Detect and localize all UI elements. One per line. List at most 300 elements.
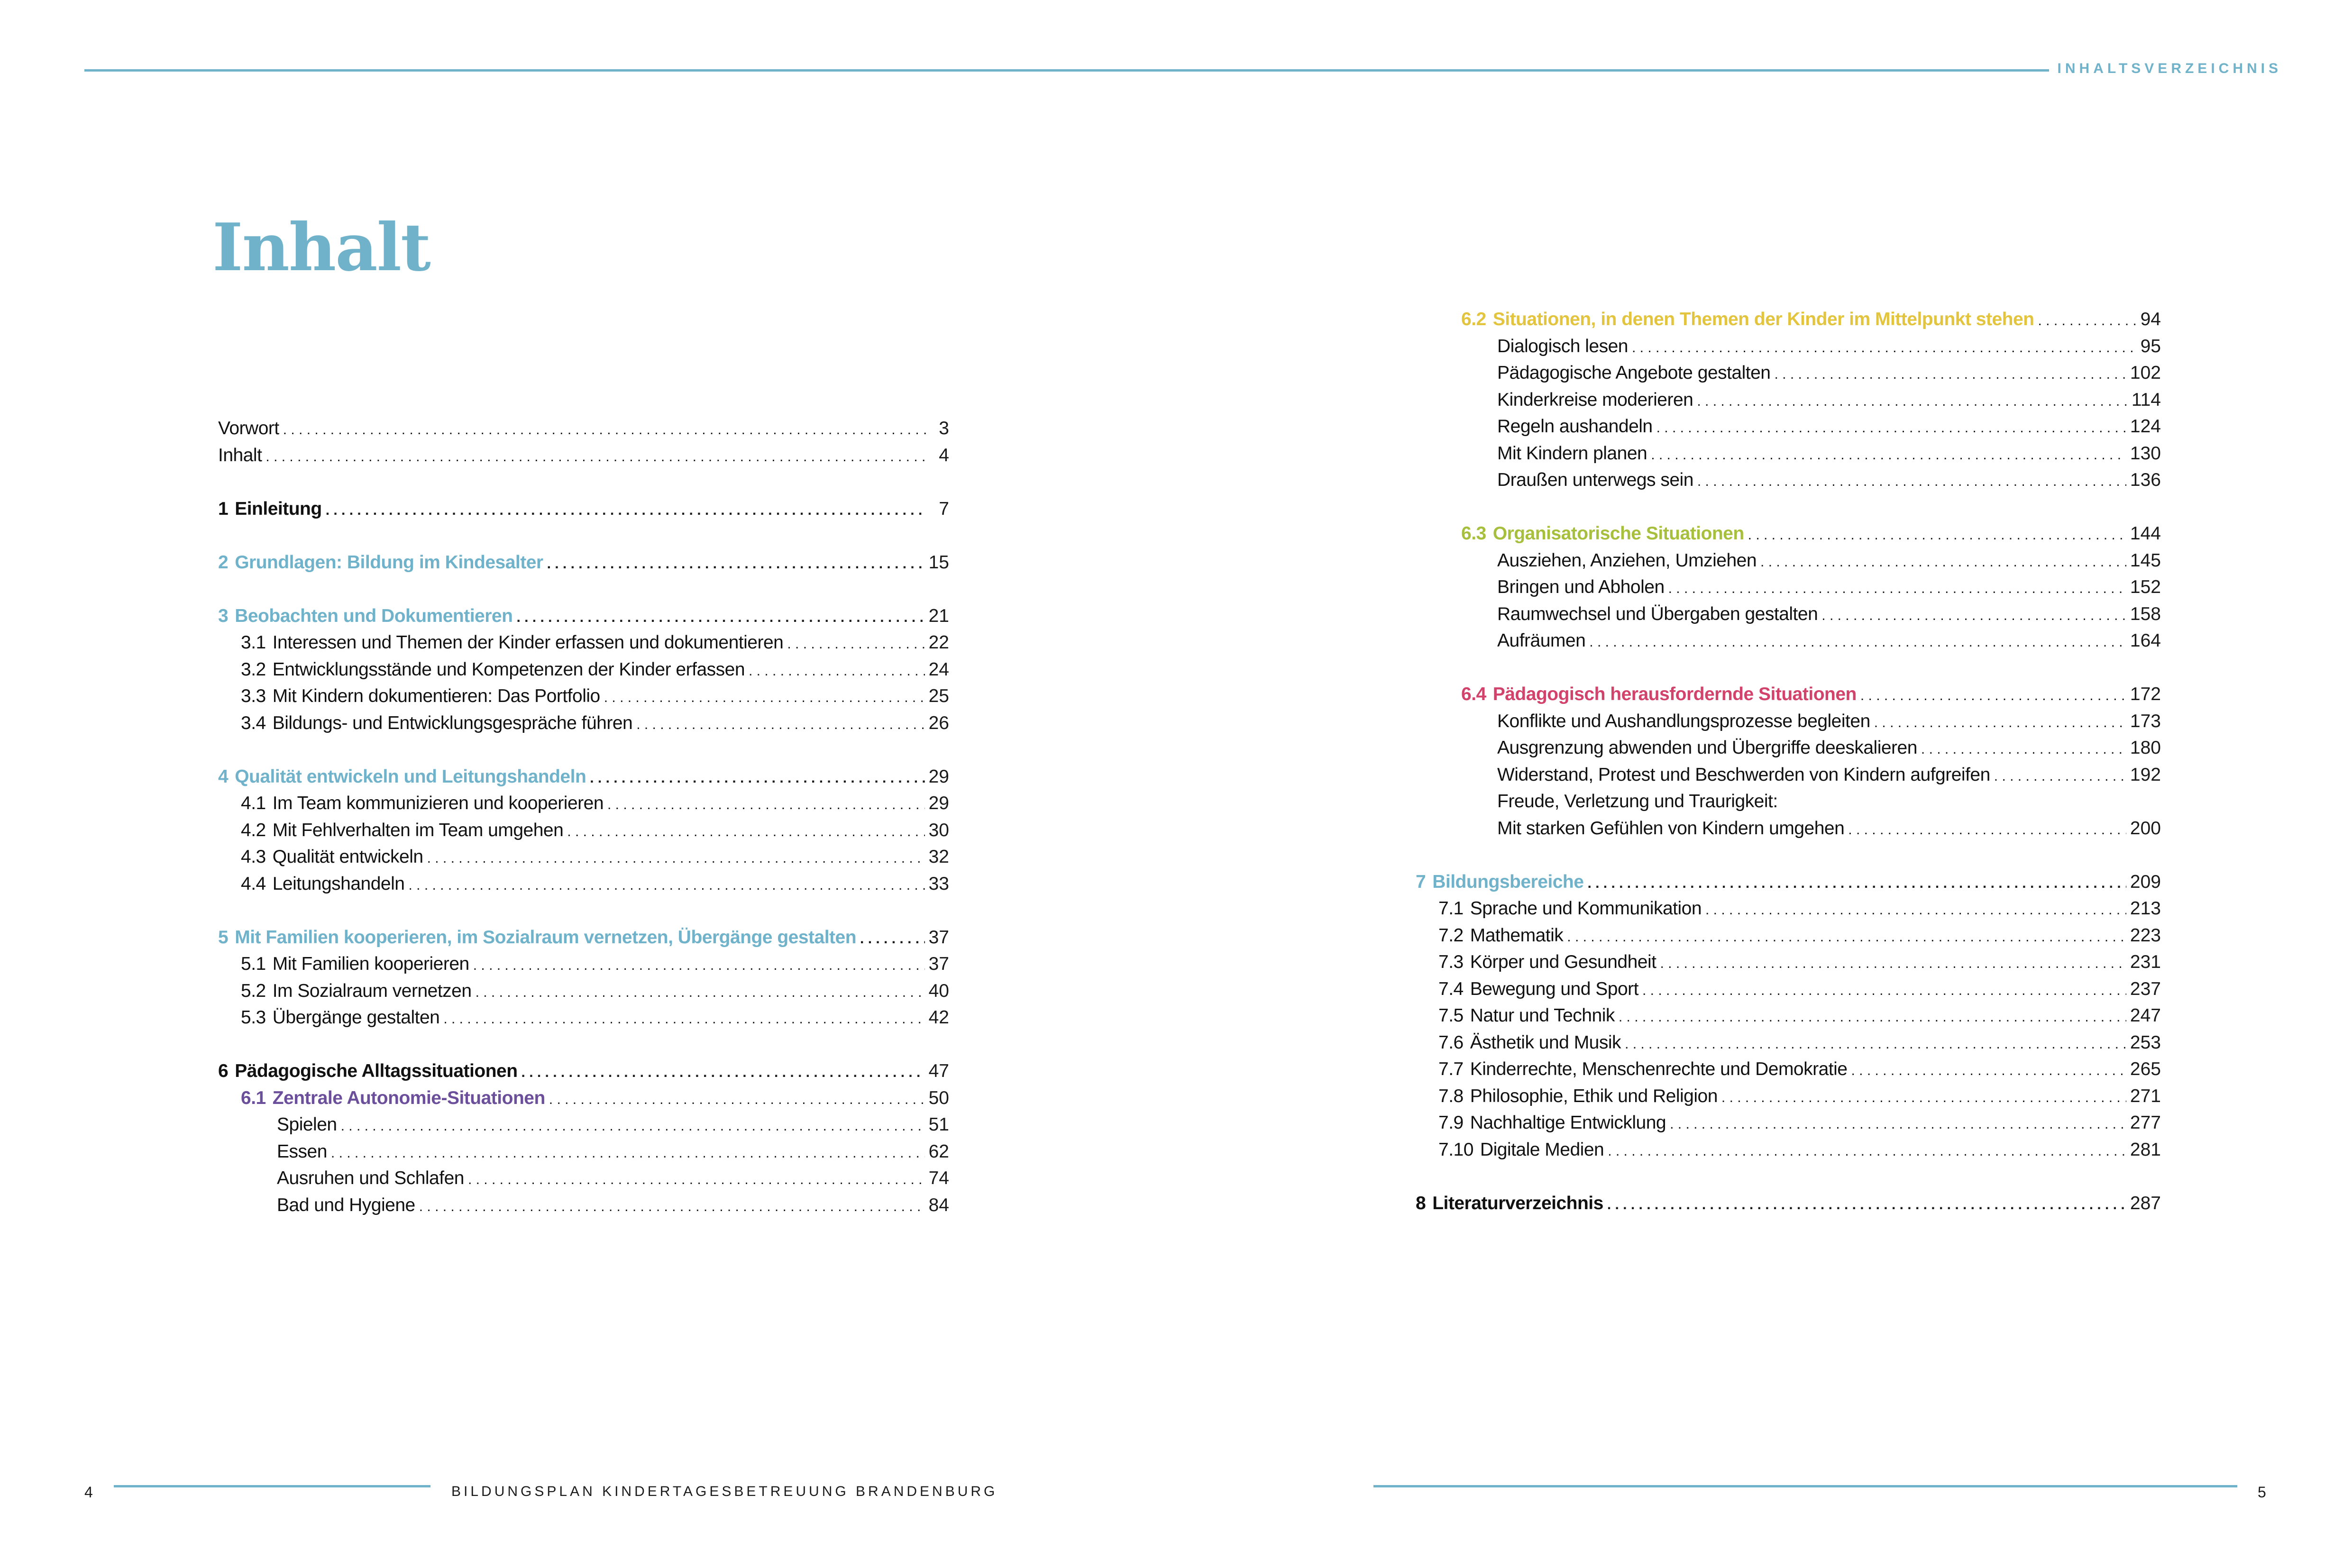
section-title: Qualität entwickeln (272, 847, 423, 867)
toc-entry-label: Kinderkreise moderieren (1497, 389, 1693, 410)
leader-dots (265, 444, 926, 471)
toc-entry-page: 37 (928, 954, 949, 974)
section-title: Interessen und Themen der Kinder erfassen und dokumentieren (272, 632, 784, 653)
toc-entry-page: 281 (2130, 1139, 2161, 1160)
toc-entry-label (1438, 1083, 1718, 1110)
leader-dots (607, 792, 925, 819)
section-title: Digitale Medien (1480, 1139, 1604, 1160)
section-number: 7.4 (1438, 978, 1464, 999)
toc-entry-inhalt[interactable] (218, 442, 949, 469)
toc-entry-page: 50 (928, 1087, 949, 1108)
chapter-title: Grundlagen: Bildung im Kindesalter (235, 552, 543, 573)
leader-dots (1921, 736, 2126, 763)
section-number: 7.8 (1438, 1085, 1464, 1106)
toc-section-3-1[interactable] (218, 629, 949, 656)
section-number: 7.7 (1438, 1059, 1464, 1079)
toc-entry-page: 200 (2130, 818, 2161, 839)
chapter-number: 1 (218, 498, 229, 519)
chapter-title: Mit Familien kooperieren, im Sozialraum vernetzen, Übergänge gestalten (235, 927, 857, 948)
publication-title: BILDUNGSPLAN KINDERTAGESBETREUUNG BRANDENBURG (451, 1484, 998, 1499)
toc-entry-page: 51 (928, 1114, 949, 1135)
toc-entry-page: 144 (2130, 523, 2161, 544)
toc-entry-label: Mit starken Gefühlen von Kindern umgehen (1497, 818, 1845, 839)
toc-entry-page: 277 (2130, 1112, 2161, 1133)
section-number: 6.3 (1461, 523, 1486, 544)
toc-subentry[interactable] (1438, 467, 2161, 494)
leader-dots (283, 417, 926, 444)
section-title: Organisatorische Situationen (1492, 523, 1744, 544)
toc-entry-label (241, 710, 632, 737)
leader-dots (549, 1086, 925, 1113)
leader-dots (1775, 361, 2126, 388)
section-title: Bewegung und Sport (1470, 978, 1638, 999)
right-page-number: 5 (2258, 1484, 2266, 1501)
toc-subentry[interactable] (1438, 815, 2161, 842)
section-number: 5.1 (241, 954, 266, 974)
toc-entry-label: Konflikte und Aushandlungsprozesse begleiten (1497, 711, 1870, 731)
toc-entry-page: 271 (2130, 1085, 2161, 1106)
toc-subentry[interactable] (1438, 360, 2161, 387)
left-page-number: 4 (84, 1484, 93, 1501)
toc-entry-label (241, 629, 783, 656)
section-label: INHALTSVERZEICHNIS (2057, 61, 2282, 76)
toc-entry-page: 124 (2130, 416, 2161, 437)
toc-subentry-bad[interactable] (218, 1192, 949, 1219)
chapter-number: 6 (218, 1061, 229, 1081)
leader-dots (1697, 388, 2127, 415)
leader-dots (1656, 415, 2126, 442)
toc-entry-page: 26 (928, 712, 949, 733)
toc-subentry[interactable] (1438, 601, 2161, 628)
toc-chapter-5[interactable] (218, 924, 949, 951)
section-number: 6.4 (1461, 684, 1486, 704)
toc-entry-label (241, 951, 469, 978)
toc-entry-page: 209 (2130, 871, 2161, 892)
section-title: Übergänge gestalten (272, 1007, 440, 1028)
toc-entry-page: 32 (928, 847, 949, 867)
section-number: 3.1 (241, 632, 266, 653)
toc-entry-label: Bad und Hygiene (277, 1194, 415, 1215)
leader-dots (1760, 549, 2126, 576)
chapter-title: Einleitung (235, 498, 322, 519)
leader-dots (860, 926, 925, 953)
toc-subentry[interactable] (1438, 735, 2161, 762)
toc-entry-label (218, 496, 322, 523)
toc-section-7-10[interactable] (1438, 1137, 2161, 1164)
toc-entry-label: Ausgrenzung abwenden und Übergriffe deeskalieren (1497, 738, 1917, 758)
toc-entry-page: 40 (928, 980, 949, 1001)
toc-section-7-3[interactable] (1438, 949, 2161, 976)
toc-entry-label (1461, 306, 2034, 333)
toc-entry-page: 231 (2130, 952, 2161, 972)
section-title: Leitungshandeln (272, 873, 405, 894)
toc-entry-label (241, 683, 600, 710)
toc-subentry-spielen[interactable] (218, 1112, 949, 1139)
toc-entry-label (218, 924, 856, 951)
toc-section-5-1[interactable] (218, 951, 949, 978)
toc-entry-page: 213 (2130, 898, 2161, 919)
toc-section-3-3[interactable] (218, 683, 949, 710)
toc-section-7-1[interactable] (1438, 895, 2161, 922)
toc-entry-label: Essen (277, 1141, 327, 1162)
leader-dots (787, 631, 924, 658)
section-title: Natur und Technik (1470, 1005, 1615, 1026)
leader-dots (408, 872, 924, 899)
toc-section-5-3[interactable] (218, 1004, 949, 1031)
toc-entry-page: 7 (939, 498, 949, 519)
toc-chapter-4[interactable] (218, 764, 949, 791)
leader-dots (636, 711, 924, 738)
toc-entry-page: 287 (2130, 1193, 2161, 1213)
spacer (1438, 842, 2161, 869)
toc-entry-label (1438, 1030, 1621, 1057)
toc-entry-page: 158 (2130, 603, 2161, 624)
leader-dots (1625, 1031, 2126, 1058)
leader-dots (1589, 629, 2126, 656)
chapter-number: 2 (218, 552, 229, 573)
toc-entry-page: 114 (2131, 389, 2161, 410)
chapter-number: 3 (218, 605, 229, 626)
spacer (218, 737, 949, 764)
leader-dots (1874, 710, 2126, 737)
toc-entry-page: 62 (928, 1141, 949, 1162)
section-title: Nachhaltige Entwicklung (1470, 1112, 1666, 1133)
toc-entry-label (1416, 869, 1583, 896)
section-number: 7.6 (1438, 1032, 1464, 1053)
toc-entry-label (1438, 1110, 1666, 1137)
toc-entry-label (241, 656, 745, 684)
footer-rule-right (1373, 1485, 2237, 1487)
toc-entry-label (218, 603, 512, 630)
section-number: 4.3 (241, 847, 266, 867)
chapter-title: Beobachten und Dokumentieren (235, 605, 513, 626)
toc-entry-page: 265 (2130, 1059, 2161, 1079)
toc-entry-label: Bringen und Abholen (1497, 577, 1665, 597)
toc-entry-page: 237 (2130, 978, 2161, 999)
chapter-title: Qualität entwickeln und Leitungshandeln (235, 766, 586, 787)
leader-dots (1860, 683, 2126, 710)
toc-entry-label (241, 790, 604, 817)
leader-dots (1670, 1111, 2126, 1138)
leader-dots (2038, 308, 2137, 335)
toc-section-6-4[interactable] (1438, 681, 2161, 708)
chapter-number: 4 (218, 766, 229, 787)
leader-dots (1619, 1004, 2126, 1031)
section-number: 7.5 (1438, 1005, 1464, 1026)
toc-subentry[interactable] (1438, 440, 2161, 467)
toc-entry-page: 164 (2130, 630, 2161, 651)
toc-section-3-2[interactable] (218, 656, 949, 684)
toc-entry-page: 21 (928, 605, 949, 626)
toc-entry-label: Aufräumen (1497, 630, 1586, 651)
section-title: Situationen, in denen Themen der Kinder im Mittelpunkt stehen (1492, 309, 2034, 329)
toc-section-4-4[interactable] (218, 871, 949, 898)
toc-subentry[interactable] (1438, 333, 2161, 360)
leader-dots (341, 1113, 925, 1140)
toc-entry-label: Vorwort (218, 418, 279, 438)
chapter-number: 5 (218, 927, 229, 948)
chapter-number: 8 (1416, 1193, 1426, 1213)
toc-entry-page: 29 (928, 793, 949, 813)
chapter-title: Literaturverzeichnis (1432, 1193, 1603, 1213)
toc-subentry[interactable] (1438, 574, 2161, 601)
toc-entry-page: 30 (928, 820, 949, 840)
leader-dots (1632, 335, 2137, 362)
toc-section-7-6[interactable] (1438, 1030, 2161, 1057)
leader-dots (1607, 1192, 2126, 1219)
toc-entry-label: Raumwechsel und Übergaben gestalten (1497, 603, 1818, 624)
toc-entry-label (1438, 949, 1656, 976)
toc-section-7-8[interactable] (1438, 1083, 2161, 1110)
toc-entry-page: 24 (928, 659, 949, 680)
toc-entry-label (1438, 895, 1702, 922)
toc-subentry[interactable] (1438, 628, 2161, 655)
toc-entry-label: Regeln aushandeln (1497, 416, 1653, 437)
leader-dots (443, 1006, 924, 1033)
section-number: 4.2 (241, 820, 266, 840)
page-title: Inhalt (212, 209, 430, 286)
spacer (1438, 1163, 2161, 1190)
section-title: Kinderrechte, Menschenrechte und Demokratie (1470, 1059, 1848, 1079)
leader-dots (547, 551, 925, 578)
toc-entry-page: 74 (928, 1168, 949, 1188)
toc-chapter-2[interactable] (218, 549, 949, 576)
toc-entry-page: 95 (2140, 336, 2161, 356)
toc-section-4-2[interactable] (218, 817, 949, 844)
toc-entry-label (1438, 1056, 1848, 1083)
toc-entry-page: 42 (928, 1007, 949, 1028)
leader-dots (1705, 897, 2126, 924)
section-title: Mathematik (1470, 925, 1564, 946)
section-number: 7.10 (1438, 1139, 1473, 1160)
toc-entry-page: 247 (2130, 1005, 2161, 1026)
section-number: 7.1 (1438, 898, 1464, 919)
toc-subentry-ausruhen[interactable] (218, 1165, 949, 1192)
toc-subentry[interactable] (1438, 387, 2161, 414)
leader-dots (326, 497, 926, 524)
spacer (1438, 494, 2161, 521)
toc-entry-page: 47 (928, 1061, 949, 1081)
toc-subentry-essen[interactable] (218, 1139, 949, 1166)
toc-section-7-2[interactable] (1438, 922, 2161, 949)
leader-dots (331, 1140, 925, 1167)
leader-dots (1848, 817, 2126, 844)
toc-entry-label: Freude, Verletzung und Traurigkeit: (1497, 791, 1778, 811)
section-title: Bildungs- und Entwicklungsgespräche führen (272, 712, 633, 733)
section-number: 3.2 (241, 659, 266, 680)
toc-entry-page: 33 (928, 873, 949, 894)
toc-entry-label (1416, 1190, 1603, 1217)
toc-chapter-6[interactable] (218, 1058, 949, 1085)
toc-section-7-5[interactable] (1438, 1003, 2161, 1030)
spacer (218, 469, 949, 496)
section-number: 6.2 (1461, 309, 1486, 329)
toc-entry-label (241, 844, 423, 871)
toc-entry-page: 15 (928, 552, 949, 573)
leader-dots (1651, 442, 2126, 469)
spacer (218, 522, 949, 549)
leader-dots (749, 658, 925, 685)
toc-chapter-1[interactable] (218, 496, 949, 523)
toc-entry-label (241, 817, 563, 844)
leader-dots (567, 819, 924, 846)
leader-dots (473, 952, 925, 979)
leader-dots (1608, 1138, 2126, 1165)
toc-entry-page: 94 (2140, 309, 2161, 329)
section-title: Im Team kommunizieren und kooperieren (272, 793, 604, 813)
spacer (218, 1031, 949, 1058)
toc-chapter-3[interactable] (218, 603, 949, 630)
footer-rule-left (114, 1485, 430, 1487)
toc-entry-label: Pädagogische Angebote gestalten (1497, 363, 1771, 383)
leader-dots (427, 845, 925, 872)
toc-entry-page: 25 (928, 686, 949, 706)
toc-entry-label (1461, 520, 1744, 547)
section-number: 4.4 (241, 873, 266, 894)
toc-section-6-2[interactable] (1438, 306, 2161, 333)
toc-entry-page: 3 (939, 418, 949, 438)
toc-entry-label: Draußen unterwegs sein (1497, 470, 1693, 490)
section-number: 3.3 (241, 686, 266, 706)
leader-dots (476, 979, 925, 1006)
toc-entry-label: Ausziehen, Anziehen, Umziehen (1497, 550, 1757, 571)
toc-entry-page: 180 (2130, 738, 2161, 758)
section-title: Zentrale Autonomie-Situationen (272, 1087, 545, 1108)
toc-entry-label (1438, 1137, 1604, 1164)
leader-dots (1668, 575, 2126, 602)
toc-entry-label: Ausruhen und Schlafen (277, 1168, 464, 1188)
toc-entry-label (241, 978, 472, 1005)
toc-left-column (218, 415, 949, 1219)
toc-entry-label (241, 1004, 439, 1031)
section-number: 7.3 (1438, 952, 1464, 972)
toc-section-7-9[interactable] (1438, 1110, 2161, 1137)
toc-entry-label: Spielen (277, 1114, 337, 1135)
leader-dots (468, 1167, 925, 1194)
toc-entry-page: 136 (2130, 470, 2161, 490)
spacer (218, 897, 949, 924)
section-number: 7.2 (1438, 925, 1464, 946)
section-title: Mit Familien kooperieren (272, 954, 469, 974)
toc-subentry[interactable] (1438, 547, 2161, 574)
toc-entry-page: 130 (2130, 443, 2161, 464)
leader-dots (522, 1059, 925, 1086)
toc-entry-page: 4 (939, 445, 949, 465)
leader-dots (1567, 924, 2126, 951)
leader-dots (1721, 1085, 2126, 1112)
toc-section-5-2[interactable] (218, 978, 949, 1005)
toc-entry-page: 152 (2130, 577, 2161, 597)
leader-dots (1660, 950, 2126, 977)
toc-entry-page: 84 (928, 1194, 949, 1215)
toc-entry-page: 223 (2130, 925, 2161, 946)
leader-dots (1994, 763, 2126, 790)
toc-entry-label (241, 871, 404, 898)
toc-section-3-4[interactable] (218, 710, 949, 737)
spacer (218, 576, 949, 603)
section-number: 7.9 (1438, 1112, 1464, 1133)
leader-dots (419, 1194, 925, 1221)
chapter-title: Bildungsbereiche (1432, 871, 1584, 892)
toc-entry-label: Inhalt (218, 445, 262, 465)
section-title: Mit Kindern dokumentieren: Das Portfolio (272, 686, 600, 706)
section-number: 6.1 (241, 1087, 266, 1108)
header-rule (84, 69, 2049, 72)
toc-entry-label: Mit Kindern planen (1497, 443, 1647, 464)
toc-chapter-8[interactable] (1416, 1190, 2161, 1217)
toc-entry-page: 102 (2130, 363, 2161, 383)
toc-entry-vorwort[interactable] (218, 415, 949, 442)
toc-entry-label: Widerstand, Protest und Beschwerden von Kindern aufgreifen (1497, 764, 1990, 785)
toc-entry-page: 37 (928, 927, 949, 948)
section-title: Philosophie, Ethik und Religion (1470, 1085, 1718, 1106)
toc-entry-label (218, 1058, 518, 1085)
section-number: 3.4 (241, 712, 266, 733)
toc-entry-page: 192 (2130, 764, 2161, 785)
toc-entry-page: 145 (2130, 550, 2161, 571)
section-number: 4.1 (241, 793, 266, 813)
leader-dots (1748, 522, 2126, 549)
leader-dots (1697, 468, 2126, 495)
section-number: 5.2 (241, 980, 266, 1001)
toc-entry-label (1461, 681, 1857, 708)
toc-entry-page: 173 (2130, 711, 2161, 731)
toc-section-4-3[interactable] (218, 844, 949, 871)
toc-section-4-1[interactable] (218, 790, 949, 817)
leader-dots (590, 765, 924, 792)
leader-dots (1587, 870, 2126, 897)
leader-dots (1642, 977, 2126, 1004)
toc-entry-label: Dialogisch lesen (1497, 336, 1628, 356)
toc-subentry[interactable] (1438, 413, 2161, 440)
section-title: Sprache und Kommunikation (1470, 898, 1702, 919)
toc-entry-label (218, 549, 543, 576)
toc-entry-label (1438, 1003, 1615, 1030)
toc-section-6-1[interactable] (218, 1085, 949, 1112)
section-title: Mit Fehlverhalten im Team umgehen (272, 820, 564, 840)
section-title: Ästhetik und Musik (1470, 1032, 1621, 1053)
toc-entry-label (241, 1085, 545, 1112)
leader-dots (1821, 602, 2126, 629)
toc-subentry-multiline-first[interactable] (1438, 788, 2161, 815)
leader-dots (516, 604, 924, 631)
section-title: Pädagogisch herausfordernde Situationen (1492, 684, 1857, 704)
spacer (1438, 655, 2161, 682)
toc-entry-page: 22 (928, 632, 949, 653)
toc-entry-label (1438, 922, 1563, 949)
leader-dots (604, 684, 925, 711)
toc-subentry[interactable] (1438, 708, 2161, 735)
toc-chapter-7[interactable] (1416, 869, 2161, 896)
toc-entry-label (218, 764, 586, 791)
chapter-title: Pädagogische Alltagssituationen (235, 1061, 518, 1081)
toc-entry-label (1438, 976, 1638, 1003)
section-title: Entwicklungsstände und Kompetenzen der Kinder erfassen (272, 659, 745, 680)
toc-subentry[interactable] (1438, 762, 2161, 789)
toc-entry-page: 29 (928, 766, 949, 787)
toc-section-6-3[interactable] (1438, 520, 2161, 547)
section-title: Körper und Gesundheit (1470, 952, 1656, 972)
section-title: Im Sozialraum vernetzen (272, 980, 472, 1001)
toc-section-7-7[interactable] (1438, 1056, 2161, 1083)
leader-dots (1851, 1057, 2126, 1085)
section-number: 5.3 (241, 1007, 266, 1028)
toc-entry-page: 172 (2130, 684, 2161, 704)
toc-section-7-4[interactable] (1438, 976, 2161, 1003)
toc-right-column (1416, 306, 2161, 1217)
chapter-number: 7 (1416, 871, 1426, 892)
toc-entry-page: 253 (2130, 1032, 2161, 1053)
